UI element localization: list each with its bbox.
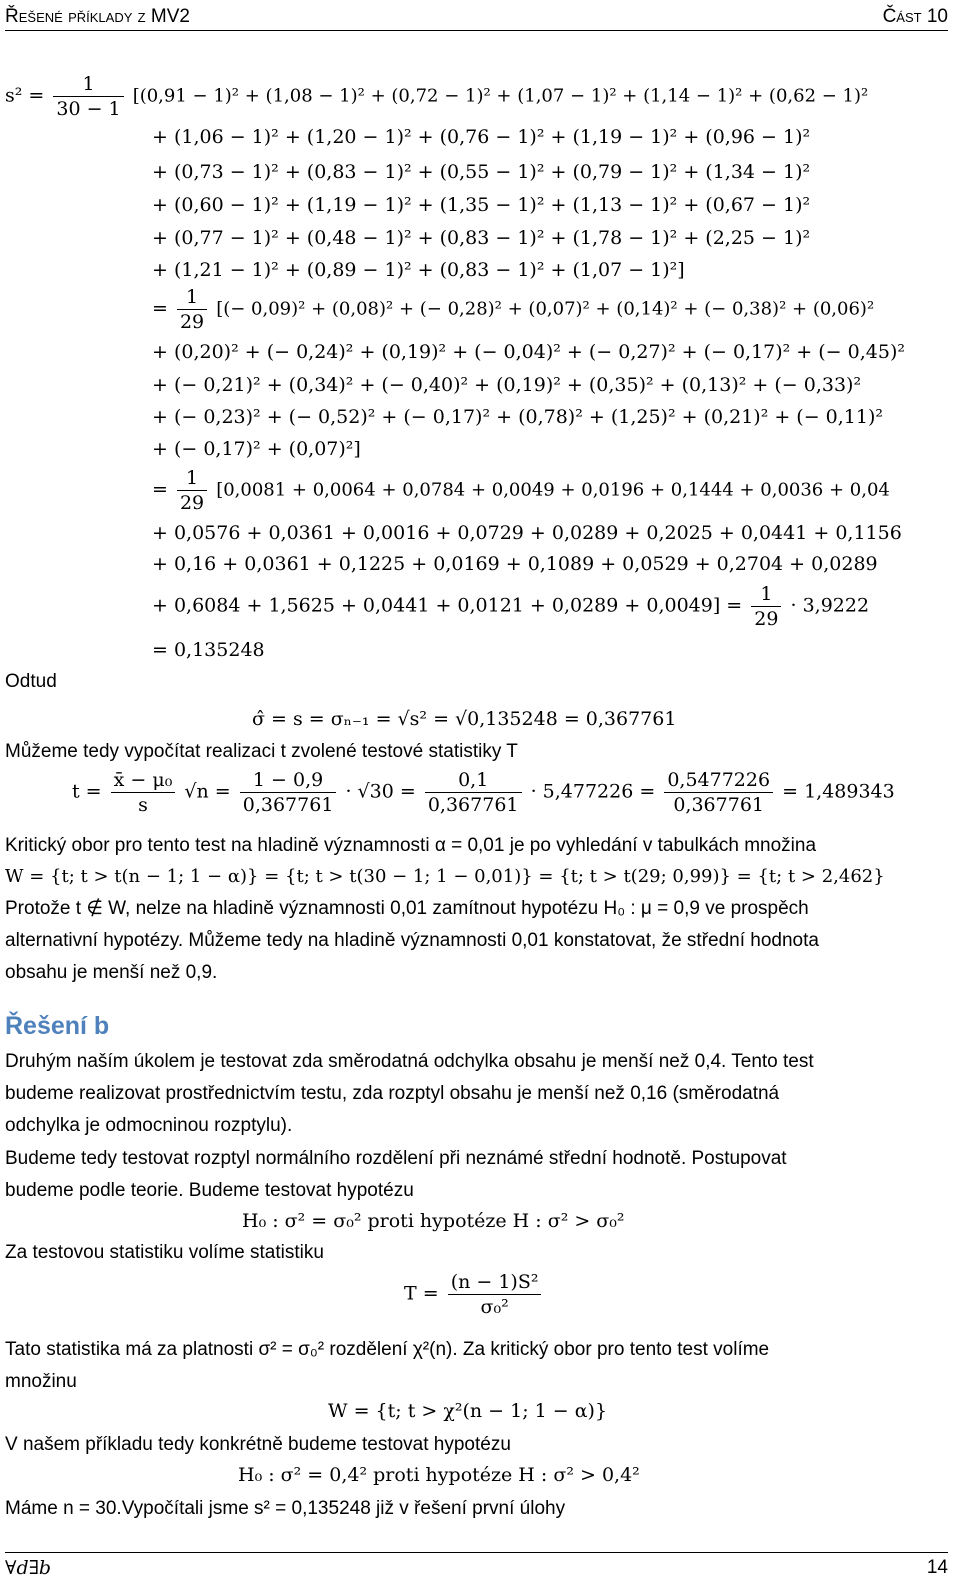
variance-line-10: + (− 0,23)² + (− 0,52)² + (− 0,17)² + (0,78)² + (1,25)² + (0,21)² + (− 0,11)²	[152, 406, 884, 428]
critical-region-W: W = {t; t > t(n − 1; 1 − α)} = {t; t > t(30 − 1; 1 − 0,01)} = {t; t > t(29; 0,99)} = {t; t > 2,462}	[5, 866, 885, 887]
paragraph-obsahu: obsahu je menší než 0,9.	[5, 962, 218, 983]
paragraph-v-nasem: V našem příkladu tedy konkrétně budeme testovat hypotézu	[5, 1434, 511, 1455]
paragraph-mame: Máme n = 30.Vypočítali jsme s² = 0,135248 již v řešení první úlohy	[5, 1498, 566, 1519]
variance-line-16: = 0,135248	[152, 639, 265, 661]
page-number: 14	[926, 1557, 948, 1578]
variance-line-2: + (1,06 − 1)² + (1,20 − 1)² + (0,76 − 1)² + (1,19 − 1)² + (0,96 − 1)²	[152, 126, 811, 148]
paragraph-druhym: Druhým naším úkolem je testovat zda směrodatná odchylka obsahu je menší než 0,4. Tento test	[5, 1051, 814, 1072]
variance-line-7: = $\frac{1}{29}$ [(− 0,09)² + (0,08)² + (− 0,28)² + (0,07)² + (0,14)² + (− 0,38)² + (0,06)²	[152, 286, 875, 333]
fraction-1-over-29: $\frac{1}{30 - 1}$	[53, 72, 123, 121]
paragraph-odchylka: odchylka je odmocninou rozptylu).	[5, 1115, 293, 1136]
odtud-label: Odtud	[5, 671, 57, 692]
variance-line-11: + (− 0,17)² + (0,07)²]	[152, 438, 361, 460]
paragraph-alternativni: alternativní hypotézy. Můžeme tedy na hladině významnosti 0,01 konstatovat, že střední hodnota	[5, 930, 819, 951]
paragraph-testova-statistika: Za testovou statistiku volíme statistiku	[5, 1242, 324, 1263]
critical-region-chi: W = {t; t > χ²(n − 1; 1 − α)}	[328, 1400, 608, 1422]
T-frac: $\frac{\text{(n − 1)S²}}{\text{σ₀²}}$	[448, 1270, 542, 1319]
T-statistic: T = $\frac{\text{(n − 1)S²}}{\text{σ₀²}}$	[404, 1270, 544, 1319]
page-header	[5, 0, 948, 31]
variance-line-1: s² = $\frac{1}{30 - 1}$ [(0,91 − 1)² + (1,08 − 1)² + (0,72 − 1)² + (1,07 − 1)² + (1,14 − 1)² + (0,62 − 1)²	[5, 73, 869, 120]
paragraph-protoze: Protože t ∉ W, nelze na hladině významnosti 0,01 zamítnout hypotézu H₀ : μ = 0,9 ve prospěch	[5, 898, 809, 919]
fraction-4: $\frac{1}{29}$	[751, 582, 781, 631]
paragraph-podle-teorie: budeme podle teorie. Budeme testovat hypotézu	[5, 1180, 414, 1201]
fraction-3: $\frac{1}{29}$	[177, 466, 207, 515]
t-frac-1: $\frac{\text{x̄ − μ₀}}{s}$	[111, 768, 176, 817]
footer-logo: ∀d∃b	[5, 1557, 52, 1579]
variance-line-4: + (0,60 − 1)² + (1,19 − 1)² + (1,35 − 1)² + (1,13 − 1)² + (0,67 − 1)²	[152, 194, 811, 216]
variance-line-15: + 0,6084 + 1,5625 + 0,0441 + 0,0121 + 0,0289 + 0,0049] = $\frac{1}{29}$ · 3,9222	[152, 583, 870, 630]
variance-line-3: + (0,73 − 1)² + (0,83 − 1)² + (0,55 − 1)² + (0,79 − 1)² + (1,34 − 1)²	[152, 161, 811, 183]
header-part: Část 10	[882, 6, 948, 27]
t-frac-3: $\frac{0,1}{0,367761}$	[425, 768, 522, 817]
paragraph-budeme-testovat: Budeme tedy testovat rozptyl normálního rozdělení při neznámé střední hodnotě. Postupovat	[5, 1148, 787, 1169]
paragraph-kriticky-obor: Kritický obor pro tento test na hladině významnosti α = 0,01 je po vyhledání v tabulkách množina	[5, 835, 817, 856]
paragraph-tato-statistika: Tato statistika má za platnosti σ² = σ₀² rozdělení χ²(n). Za kritický obor pro tento test volíme	[5, 1339, 770, 1360]
variance-line-12: = $\frac{1}{29}$ [0,0081 + 0,0064 + 0,0784 + 0,0049 + 0,0196 + 0,1444 + 0,0036 + 0,04	[152, 467, 890, 514]
paragraph-budeme-realizovat: budeme realizovat prostřednictvím testu, zda rozptyl obsahu je menší než 0,16 (směrodatná	[5, 1083, 780, 1104]
variance-line-9: + (− 0,21)² + (0,34)² + (− 0,40)² + (0,19)² + (0,35)² + (0,13)² + (− 0,33)²	[152, 374, 862, 396]
variance-line-14: + 0,16 + 0,0361 + 0,1225 + 0,0169 + 0,1089 + 0,0529 + 0,2704 + 0,0289	[152, 553, 878, 575]
variance-line-5: + (0,77 − 1)² + (0,48 − 1)² + (0,83 − 1)² + (1,78 − 1)² + (2,25 − 1)²	[152, 227, 811, 249]
t-statistic-equation: t = $\frac{\text{x̄ − μ₀}}{s}$ √n = $\frac{1 - 0,9}{0,367761}$ · √30 = $\frac{0,1}{0,367761}$ · 5,477226 = $\frac{0,5477226}{0,367761}$ = 1,489343	[72, 769, 895, 816]
hypothesis-1: H₀ : σ² = σ₀² proti hypotéze H : σ² > σ₀²	[242, 1210, 625, 1232]
heading-reseni-b: Řešení b	[5, 1012, 110, 1040]
t-frac-4: $\frac{0,5477226}{0,367761}$	[664, 768, 773, 817]
fraction-2: $\frac{1}{29}$	[177, 285, 207, 334]
paragraph-mnozinu: množinu	[5, 1371, 77, 1392]
header-title: Řešené příklady z MV2	[5, 6, 190, 27]
variance-line-8: + (0,20)² + (− 0,24)² + (0,19)² + (− 0,04)² + (− 0,27)² + (− 0,17)² + (− 0,45)²	[152, 341, 905, 363]
hypothesis-2: H₀ : σ² = 0,4² proti hypotéze H : σ² > 0,4²	[238, 1464, 640, 1486]
variance-line-6: + (1,21 − 1)² + (0,89 − 1)² + (0,83 − 1)² + (1,07 − 1)²]	[152, 259, 685, 281]
variance-line-13: + 0,0576 + 0,0361 + 0,0016 + 0,0729 + 0,0289 + 0,2025 + 0,0441 + 0,1156	[152, 522, 902, 544]
t-frac-2: $\frac{1 - 0,9}{0,367761}$	[240, 768, 337, 817]
paragraph-realizace: Můžeme tedy vypočítat realizaci t zvolené testové statistiky T	[5, 741, 518, 762]
page-footer	[5, 1552, 948, 1583]
sigma-hat-equation: σ̂ = s = σₙ₋₁ = √s² = √0,135248 = 0,367761	[252, 708, 677, 730]
